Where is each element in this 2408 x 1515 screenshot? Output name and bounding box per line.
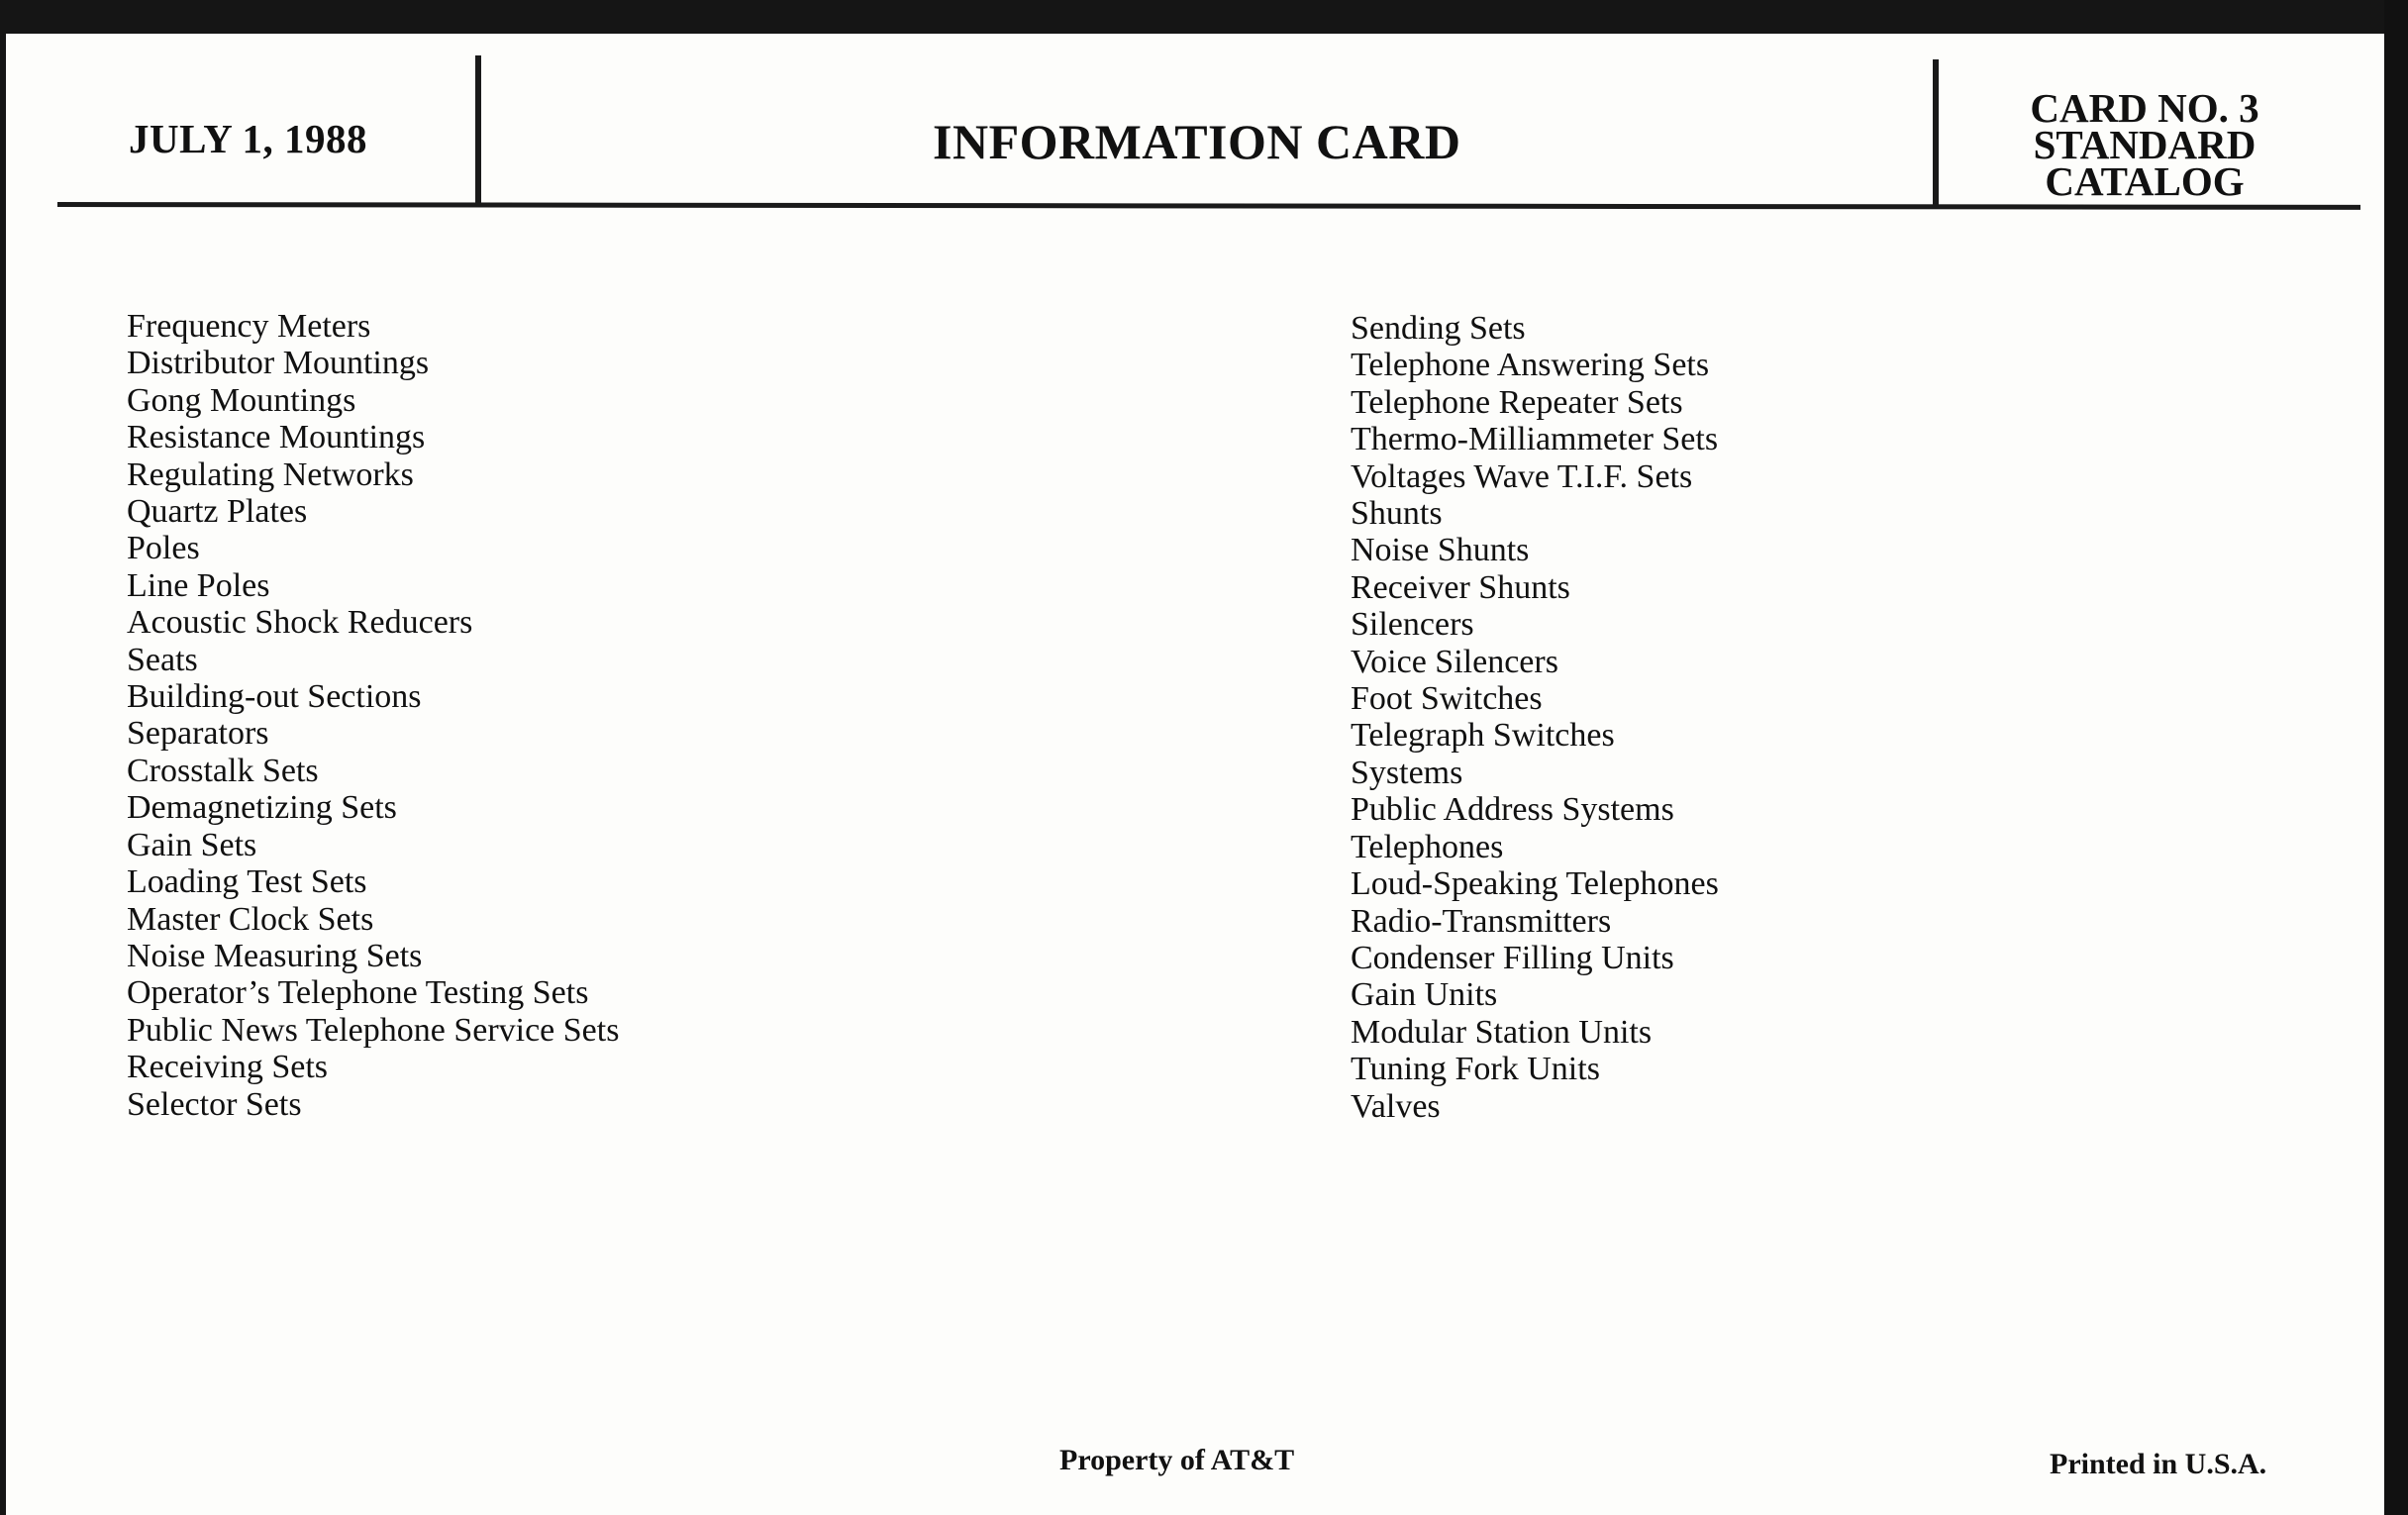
- catalog-item: Public Address Systems: [1351, 791, 1674, 829]
- catalog-item: Operator’s Telephone Testing Sets: [127, 974, 589, 1012]
- catalog-item: Thermo-Milliammeter Sets: [1351, 421, 1719, 458]
- catalog-type: STANDARD: [2033, 122, 2257, 167]
- catalog-item: Radio-Transmitters: [1351, 902, 1612, 940]
- catalog-item: Telephone Answering Sets: [1351, 347, 1710, 384]
- catalog-item: Regulating Networks: [127, 455, 414, 493]
- catalog-item: Frequency Meters: [127, 308, 371, 345]
- catalog-item: Quartz Plates: [127, 493, 308, 531]
- catalog-item: Telephone Repeater Sets: [1351, 383, 1683, 421]
- catalog-item: Silencers: [1351, 606, 1474, 644]
- catalog-item: Demagnetizing Sets: [127, 789, 397, 827]
- catalog-item: Voice Silencers: [1351, 643, 1558, 680]
- catalog-item: Poles: [127, 530, 200, 567]
- catalog-item: Condenser Filling Units: [1351, 939, 1674, 976]
- catalog-item: Tuning Fork Units: [1351, 1051, 1600, 1088]
- catalog-item: Receiver Shunts: [1351, 568, 1570, 606]
- catalog-item: Line Poles: [127, 566, 270, 604]
- catalog-item: Master Clock Sets: [127, 900, 374, 938]
- property-notice: Property of AT&T: [1059, 1444, 1295, 1476]
- catalog-item: Separators: [127, 715, 269, 753]
- right-item-list: [1351, 310, 1719, 1125]
- catalog-label: CATALOG: [2045, 158, 2245, 204]
- catalog-item: Building-out Sections: [127, 678, 422, 716]
- catalog-item: Noise Shunts: [1351, 532, 1530, 569]
- header-divider-right: [1933, 59, 1939, 208]
- catalog-item: Voltages Wave T.I.F. Sets: [1351, 457, 1693, 495]
- print-notice: Printed in U.S.A.: [2050, 1448, 2267, 1480]
- catalog-item: Acoustic Shock Reducers: [127, 604, 473, 642]
- catalog-item: Shunts: [1351, 495, 1443, 533]
- catalog-item: Foot Switches: [1351, 680, 1543, 718]
- catalog-item: Crosstalk Sets: [127, 752, 319, 789]
- catalog-item: Receiving Sets: [127, 1049, 329, 1086]
- catalog-item: Sending Sets: [1351, 310, 1526, 347]
- catalog-item: Selector Sets: [127, 1085, 302, 1123]
- catalog-item: Public News Telephone Service Sets: [127, 1011, 620, 1049]
- catalog-item: Noise Measuring Sets: [127, 937, 423, 974]
- left-item-list: [127, 308, 619, 1123]
- catalog-item: Telephones: [1351, 828, 1504, 865]
- header-divider-left: [475, 55, 481, 204]
- scan-border: [2384, 0, 2408, 1515]
- catalog-item: Gain Sets: [127, 826, 257, 863]
- card-number: CARD NO. 3: [2030, 85, 2259, 131]
- card-number-block: [1956, 85, 2333, 204]
- catalog-item: Distributor Mountings: [127, 345, 430, 382]
- catalog-item: Telegraph Switches: [1351, 717, 1615, 755]
- catalog-item: Gong Mountings: [127, 381, 356, 419]
- catalog-item: Gain Units: [1351, 976, 1498, 1014]
- card-title: INFORMATION CARD: [933, 114, 1461, 169]
- catalog-item: Seats: [127, 641, 198, 678]
- card-date: JULY 1, 1988: [129, 116, 368, 161]
- information-card: [6, 34, 2384, 1515]
- catalog-item: Resistance Mountings: [127, 419, 426, 456]
- catalog-item: Modular Station Units: [1351, 1013, 1653, 1051]
- header-rule: [57, 202, 2360, 210]
- catalog-item: Valves: [1351, 1087, 1441, 1125]
- catalog-item: Systems: [1351, 754, 1463, 791]
- catalog-item: Loading Test Sets: [127, 863, 367, 901]
- catalog-item: Loud-Speaking Telephones: [1351, 865, 1719, 903]
